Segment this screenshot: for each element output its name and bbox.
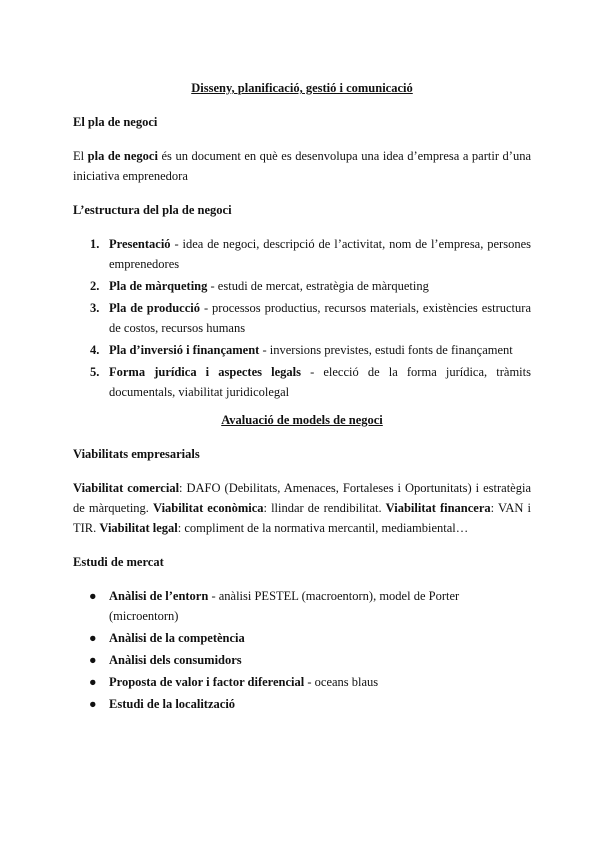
item-term: Anàlisi de l’entorn bbox=[109, 589, 209, 603]
list-item bbox=[90, 340, 531, 360]
definition-text: és un document en què es desenvolupa una idea d’empresa a partir d’una iniciativa emprenedora bbox=[73, 149, 531, 183]
item-number: 5. bbox=[90, 365, 100, 379]
viability-economic-term: Viabilitat econòmica bbox=[153, 501, 264, 515]
definition-prefix: El bbox=[73, 149, 88, 163]
item-term: Proposta de valor i factor diferencial bbox=[109, 675, 305, 689]
item-term: Anàlisi de la competència bbox=[109, 631, 245, 645]
viability-economic-text: : llindar de rendibilitat. bbox=[263, 501, 386, 515]
item-term: Anàlisi dels consumidors bbox=[109, 653, 242, 667]
item-number: 1. bbox=[90, 237, 100, 251]
viability-commercial-text: : DAFO (Debilitats, Amenaces, Fortaleses i Oportunitats) i estratègia de màrqueting. bbox=[73, 481, 531, 515]
list-item bbox=[89, 672, 531, 692]
item-text: - elecció de la forma jurídica, tràmits documentals, viabilitat juridicolegal bbox=[109, 365, 531, 399]
list-item bbox=[89, 628, 531, 648]
market-study-list bbox=[73, 586, 531, 714]
list-item bbox=[89, 586, 531, 626]
business-plan-definition bbox=[73, 146, 531, 186]
bullet-icon: ● bbox=[89, 631, 97, 645]
plan-structure-list bbox=[73, 234, 531, 402]
item-text: - oceans blaus bbox=[304, 675, 379, 689]
list-item bbox=[89, 650, 531, 670]
definition-term: pla de negoci bbox=[87, 149, 158, 163]
viability-financial-text: : VAN i TIR. bbox=[73, 501, 531, 535]
list-item bbox=[90, 234, 531, 274]
list-item bbox=[90, 276, 531, 296]
viability-legal-term: Viabilitat legal bbox=[99, 521, 178, 535]
section-title-business-models: Avaluació de models de negoci bbox=[221, 413, 383, 427]
section-heading-market-study: Estudi de mercat bbox=[73, 555, 164, 569]
section-heading-plan-structure: L’estructura del pla de negoci bbox=[73, 203, 232, 217]
item-number: 2. bbox=[90, 279, 100, 293]
item-term: Pla de màrqueting bbox=[109, 279, 208, 293]
item-text: - inversions previstes, estudi fonts de finançament bbox=[259, 343, 513, 357]
bullet-icon: ● bbox=[89, 653, 97, 667]
item-term: Presentació bbox=[109, 237, 171, 251]
document-title: Disseny, planificació, gestió i comunicació bbox=[191, 81, 413, 95]
section-heading-business-plan: El pla de negoci bbox=[73, 115, 158, 129]
viability-commercial-term: Viabilitat comercial bbox=[73, 481, 180, 495]
item-text: - estudi de mercat, estratègia de màrqueting bbox=[207, 279, 429, 293]
item-term: Pla de producció bbox=[109, 301, 200, 315]
bullet-icon: ● bbox=[89, 697, 97, 711]
item-number: 3. bbox=[90, 301, 100, 315]
section-heading-viability: Viabilitats empresarials bbox=[73, 447, 200, 461]
bullet-icon: ● bbox=[89, 589, 97, 603]
viability-paragraph bbox=[73, 478, 531, 538]
item-term: Forma jurídica i aspectes legals bbox=[109, 365, 301, 379]
bullet-icon: ● bbox=[89, 675, 97, 689]
item-term: Pla d’inversió i finançament bbox=[109, 343, 260, 357]
item-number: 4. bbox=[90, 343, 100, 357]
document-page bbox=[73, 78, 531, 716]
item-text: - processos productius, recursos materials, existències estructura de costos, recursos humans bbox=[109, 301, 531, 335]
item-text: - anàlisi PESTEL (macroentorn), model de Porter (microentorn) bbox=[109, 589, 460, 623]
list-item bbox=[90, 362, 531, 402]
item-text: - idea de negoci, descripció de l’activitat, nom de l’empresa, persones emprenedores bbox=[109, 237, 531, 271]
item-term: Estudi de la localització bbox=[109, 697, 236, 711]
viability-legal-text: : compliment de la normativa mercantil, mediambiental… bbox=[177, 521, 469, 535]
list-item bbox=[89, 694, 531, 714]
viability-financial-term: Viabilitat financera bbox=[385, 501, 491, 515]
list-item bbox=[90, 298, 531, 338]
